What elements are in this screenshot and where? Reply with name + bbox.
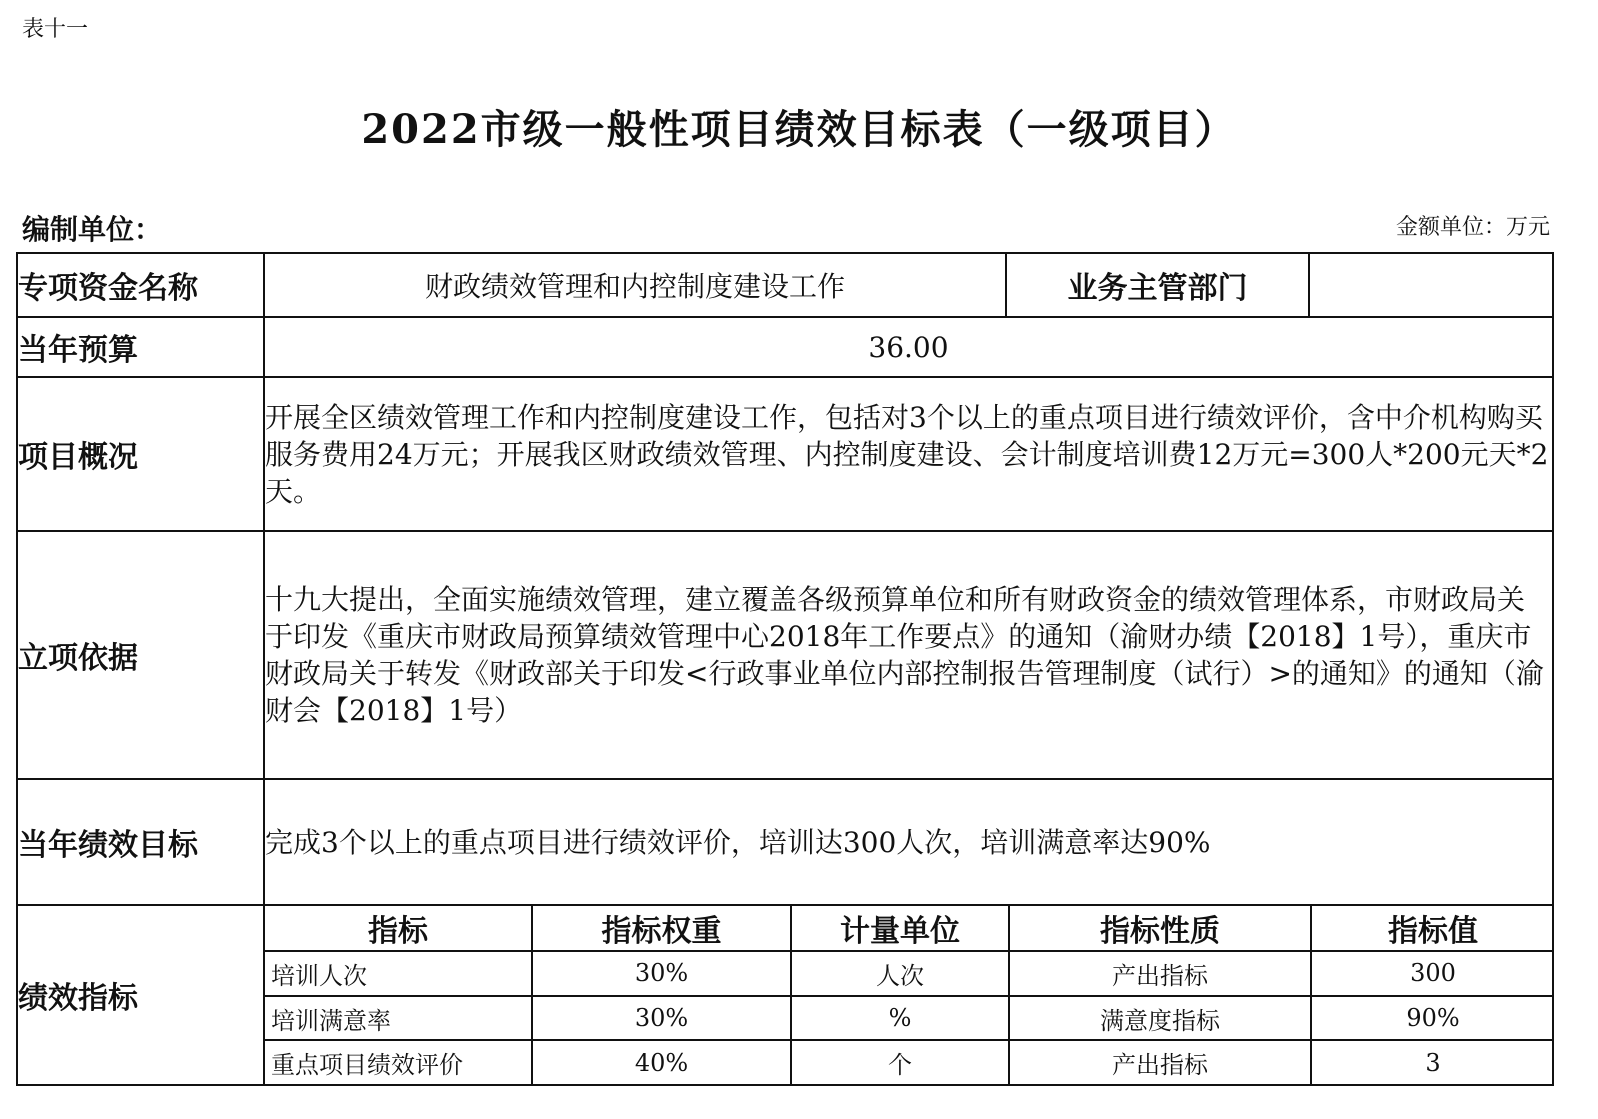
performance-target-table (16, 252, 1554, 1086)
kpi-value: 90% (1311, 996, 1554, 1041)
goal-label: 当年绩效目标 (17, 779, 264, 905)
kpi-row (17, 905, 1553, 1085)
kpi-nature: 满意度指标 (1009, 996, 1311, 1041)
kpi-header-value: 指标值 (1311, 906, 1554, 951)
kpi-weight: 30% (532, 951, 791, 996)
kpi-value: 300 (1311, 951, 1554, 996)
kpi-cell (264, 905, 1553, 1085)
table-row (265, 951, 1554, 996)
kpi-weight: 40% (532, 1040, 791, 1084)
goal-value: 完成3个以上的重点项目进行绩效评价，培训达300人次，培训满意率达90% (264, 779, 1553, 905)
kpi-nature: 产出指标 (1009, 1040, 1311, 1084)
table-number: 表十一 (22, 17, 89, 42)
kpi-value: 3 (1311, 1040, 1554, 1084)
kpi-nature: 产出指标 (1009, 951, 1311, 996)
basis-value: 十九大提出，全面实施绩效管理，建立覆盖各级预算单位和所有财政资金的绩效管理体系，市财政局关于印发《重庆市财政局预算绩效管理中心2018年工作要点》的通知（渝财办绩【2018】1号），重庆市财政局关于转发《财政部关于印发<行政事业单位内部控制报告管理制度（试行）>的通知》的通知（渝财会【2018】1号） (264, 531, 1553, 779)
org-label: 编制单位： (22, 213, 163, 246)
kpi-unit: % (791, 996, 1009, 1041)
dept-label: 业务主管部门 (1006, 253, 1309, 317)
kpi-indicator: 培训人次 (265, 951, 532, 996)
kpi-indicator: 重点项目绩效评价 (265, 1040, 532, 1084)
table-row (265, 996, 1554, 1041)
kpi-unit: 人次 (791, 951, 1009, 996)
kpi-header-row (265, 906, 1554, 951)
budget-label: 当年预算 (17, 317, 264, 377)
kpi-indicator: 培训满意率 (265, 996, 532, 1041)
kpi-label: 绩效指标 (17, 905, 264, 1085)
fund-name-row (17, 253, 1553, 317)
goal-row (17, 779, 1553, 905)
table-row (265, 1040, 1554, 1084)
basis-label: 立项依据 (17, 531, 264, 779)
page-title: 2022市级一般性项目绩效目标表（一级项目） (361, 106, 1237, 153)
kpi-table (265, 906, 1554, 1084)
dept-value (1309, 253, 1553, 317)
overview-label: 项目概况 (17, 377, 264, 531)
kpi-unit: 个 (791, 1040, 1009, 1084)
budget-row (17, 317, 1553, 377)
basis-row (17, 531, 1553, 779)
kpi-header-unit: 计量单位 (791, 906, 1009, 951)
fund-name-label: 专项资金名称 (17, 253, 264, 317)
overview-row (17, 377, 1553, 531)
budget-value: 36.00 (264, 317, 1553, 377)
overview-value: 开展全区绩效管理工作和内控制度建设工作，包括对3个以上的重点项目进行绩效评价，含中介机构购买服务费用24万元；开展我区财政绩效管理、内控制度建设、会计制度培训费12万元=300人*200元天*2天。 (264, 377, 1553, 531)
amount-unit-label: 金额单位：万元 (1395, 215, 1550, 240)
kpi-header-nature: 指标性质 (1009, 906, 1311, 951)
kpi-weight: 30% (532, 996, 791, 1041)
fund-name-value: 财政绩效管理和内控制度建设工作 (264, 253, 1006, 317)
kpi-header-weight: 指标权重 (532, 906, 791, 951)
kpi-header-indicator: 指标 (265, 906, 532, 951)
